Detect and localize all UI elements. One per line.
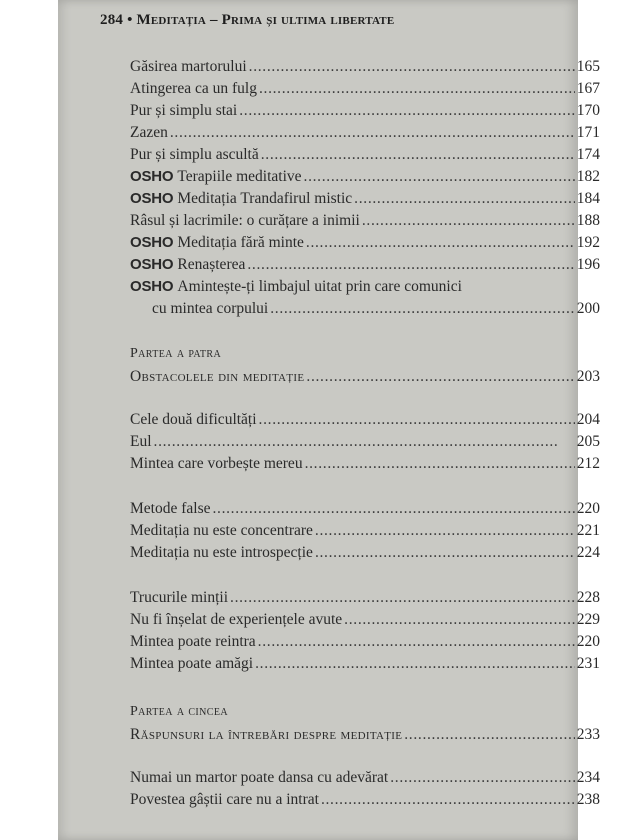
header-separator: •	[127, 12, 133, 28]
toc-entry	[130, 166, 600, 188]
toc-entry-title-continued: cu mintea corpului	[152, 300, 269, 317]
toc-entry-page: 220	[576, 500, 600, 517]
osho-label: OSHO	[130, 190, 174, 207]
part-label: Partea a cincea	[130, 704, 228, 719]
toc-entry-title: Cele două dificultăți	[130, 411, 257, 428]
running-header	[100, 12, 394, 29]
toc-entry-page: 182	[576, 168, 600, 185]
toc-entry	[130, 453, 600, 475]
dot-leader	[404, 724, 575, 746]
toc-entry-title: Eul	[130, 433, 152, 450]
osho-label: OSHO	[130, 278, 174, 295]
part-label: Partea a patra	[130, 346, 222, 361]
part-heading-title: Răspunsuri la întrebări despre meditație	[130, 726, 403, 743]
dot-leader	[261, 144, 575, 166]
toc-entry-title: Meditația fără minte	[177, 234, 304, 251]
toc-entry-page: 212	[576, 455, 600, 472]
header-book-title: Meditația – Prima și ultima libertate	[136, 12, 395, 28]
dot-leader	[212, 498, 574, 520]
osho-label: OSHO	[130, 168, 174, 185]
toc-entry-page: 170	[576, 102, 600, 119]
toc-entry-page: 167	[576, 80, 600, 97]
dot-leader	[259, 409, 575, 431]
toc-entry	[130, 78, 600, 100]
dot-leader	[344, 609, 575, 631]
dot-leader	[239, 100, 575, 122]
toc-entry-page: 196	[576, 256, 600, 273]
toc-entry-page: 200	[576, 300, 600, 317]
toc-entry-title: Numai un martor poate dansa cu adevărat	[130, 769, 389, 786]
toc-entry-title: Amintește-ți limbajul uitat prin care comunici	[177, 278, 462, 295]
toc-entry-title: Mintea care vorbește mereu	[130, 455, 303, 472]
toc-entry-title: Râsul și lacrimile: o curățare a inimii	[130, 212, 360, 229]
toc-entry	[130, 122, 600, 144]
dot-leader	[306, 232, 575, 254]
dot-leader	[259, 78, 575, 100]
toc-entry-page: 203	[576, 368, 600, 385]
toc-entry	[130, 542, 600, 564]
toc-entry-title: Atingerea ca un fulg	[130, 80, 257, 97]
dot-leader	[362, 210, 575, 232]
toc-entry-title: Meditația Trandafirul mistic	[177, 190, 353, 207]
dot-leader	[258, 631, 575, 653]
toc-entry-multiline	[130, 276, 600, 320]
toc-entry-page: 205	[576, 433, 600, 450]
toc-entry-page: 220	[576, 633, 600, 650]
toc-entry	[130, 767, 600, 789]
toc-entry-page: 238	[576, 791, 600, 808]
toc-entry-title: Metode false	[130, 500, 211, 517]
dot-leader	[270, 298, 575, 320]
toc-entry-title: Pur și simplu ascultă	[130, 146, 259, 163]
toc-entry-title: Trucurile minții	[130, 589, 229, 606]
toc-entry-page: 229	[576, 611, 600, 628]
toc-entry	[130, 254, 600, 276]
dot-leader	[249, 56, 575, 78]
toc-entry	[130, 789, 600, 811]
toc-entry	[130, 431, 600, 453]
part-heading	[130, 724, 600, 746]
toc-entry	[130, 609, 600, 631]
dot-leader	[315, 520, 575, 542]
toc-entry-page: 184	[576, 190, 600, 207]
toc-entry-page: 174	[576, 146, 600, 163]
dot-leader	[321, 789, 575, 811]
part-heading-title: Obstacolele din meditație	[130, 368, 305, 385]
toc-entry-title: Renașterea	[177, 256, 246, 273]
toc-entry-title: Mintea poate amăgi	[130, 655, 254, 672]
part-heading	[130, 366, 600, 388]
osho-label: OSHO	[130, 256, 174, 273]
toc-entry-title: Meditația nu este concentrare	[130, 522, 313, 539]
toc-entry	[130, 631, 600, 653]
osho-label: OSHO	[130, 234, 174, 251]
toc-entry-page: 221	[576, 522, 600, 539]
toc-entry	[130, 520, 600, 542]
toc-entry	[130, 409, 600, 431]
toc-entry-title: Terapiile meditative	[177, 168, 302, 185]
toc-entry-title: Mintea poate reintra	[130, 633, 256, 650]
toc-entry	[130, 653, 600, 675]
dot-leader	[390, 767, 575, 789]
header-page-number: 284	[100, 12, 124, 28]
toc-entry-page: 165	[576, 58, 600, 75]
toc-entry-page: 233	[576, 726, 600, 743]
dot-leader	[154, 431, 575, 453]
toc-entry	[130, 498, 600, 520]
toc-entry-page: 204	[576, 411, 600, 428]
toc-entry-page: 228	[576, 589, 600, 606]
toc-entry	[130, 56, 600, 78]
toc-entry-page: 171	[576, 124, 600, 141]
toc-entry-title: Nu fi înșelat de experiențele avute	[130, 611, 343, 628]
toc-entry-title: Pur și simplu stai	[130, 102, 238, 119]
dot-leader	[315, 542, 575, 564]
dot-leader	[230, 587, 575, 609]
toc-entry-title: Zazen	[130, 124, 168, 141]
dot-leader	[170, 122, 575, 144]
toc-entry-page: 231	[576, 655, 600, 672]
toc-entry	[130, 144, 600, 166]
toc-entry	[130, 100, 600, 122]
toc-entry	[130, 210, 600, 232]
toc-entry	[130, 587, 600, 609]
toc-entry	[130, 188, 600, 210]
toc-entry	[130, 232, 600, 254]
toc-entry-title: Găsirea martorului	[130, 58, 247, 75]
book-page	[58, 0, 600, 840]
dot-leader	[255, 653, 575, 675]
toc-entry-page: 234	[576, 769, 600, 786]
toc-entry-page: 224	[576, 544, 600, 561]
toc-entry-page: 192	[576, 234, 600, 251]
dot-leader	[305, 453, 575, 475]
dot-leader	[304, 166, 575, 188]
toc-entry-page: 188	[576, 212, 600, 229]
dot-leader	[354, 188, 575, 210]
toc-entry-title: Meditația nu este introspecție	[130, 544, 313, 561]
dot-leader	[306, 366, 574, 388]
toc-entry-title: Povestea gâștii care nu a intrat	[130, 791, 319, 808]
dot-leader	[247, 254, 574, 276]
